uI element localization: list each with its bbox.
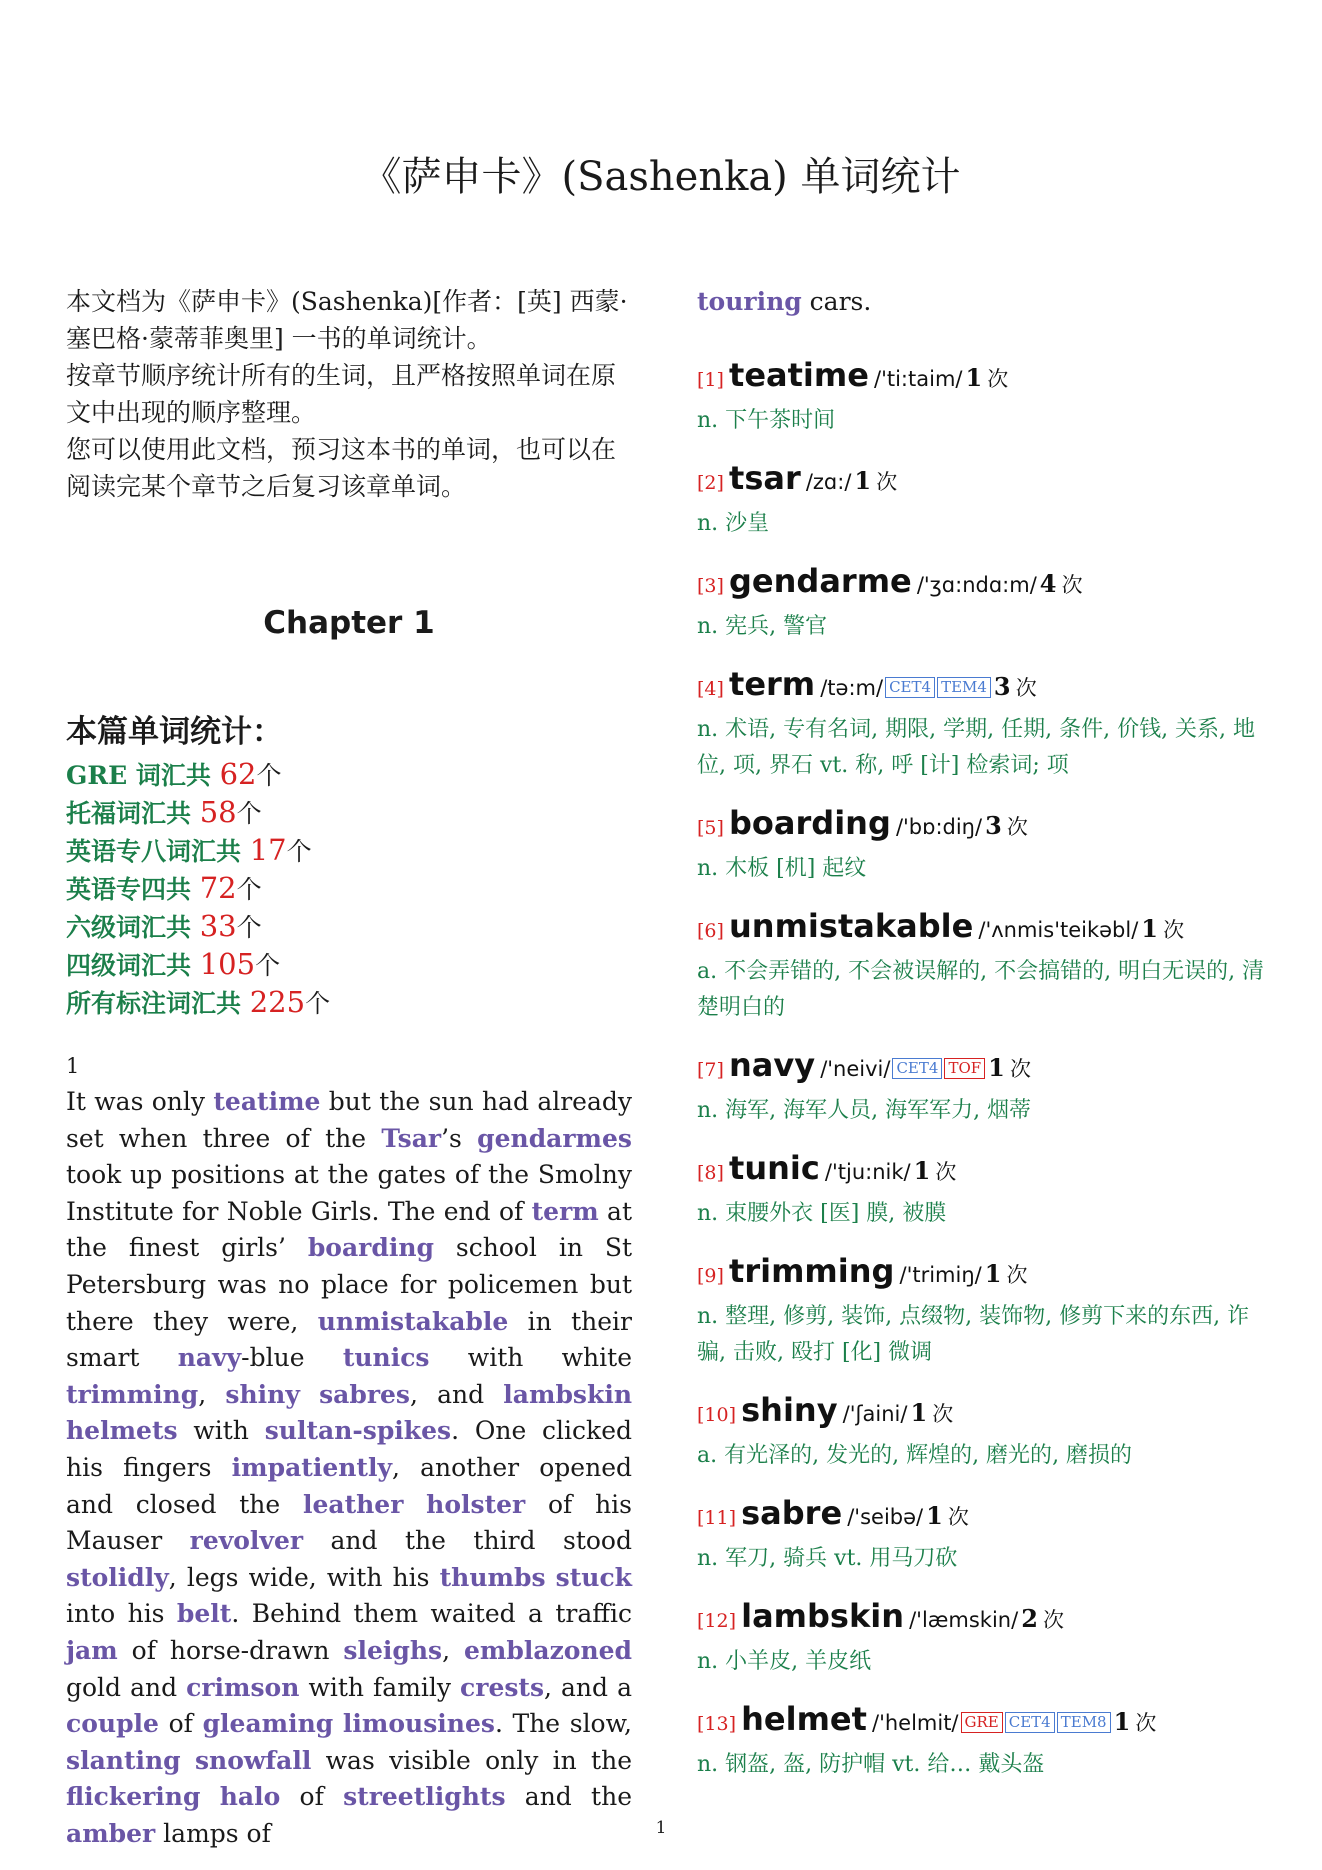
stat-unit: 个 (236, 875, 262, 904)
page-number: 1 (655, 1818, 667, 1838)
count-unit: 次 (1006, 815, 1028, 839)
headword[interactable]: term (729, 665, 816, 703)
headword[interactable]: tunic (729, 1149, 820, 1187)
phonetic: /'ti:taim/ (874, 367, 963, 391)
headword[interactable]: tsar (729, 459, 801, 497)
entry-index: [10] (697, 1404, 737, 1426)
stat-count: 33 (199, 909, 237, 943)
passage-fragment (403, 1490, 426, 1519)
document-title: 《萨申卡》(Sashenka) 单词统计 (361, 154, 961, 200)
vocab-stats (66, 710, 632, 1022)
definition: n. 宪兵, 警官 (697, 614, 828, 639)
passage-fragment: school in St Petersburg was no place for policemen but there they were, (66, 1233, 633, 1336)
definition: n. 小羊皮, 羊皮纸 (697, 1649, 872, 1674)
passage-fragment (181, 1746, 195, 1775)
vocab-word[interactable]: belt (176, 1599, 232, 1629)
occurrence-count: 3 (985, 811, 1002, 840)
vocab-word[interactable]: navy (177, 1343, 242, 1373)
passage-fragment: of (280, 1782, 344, 1812)
level-tag: GRE (961, 1712, 1003, 1733)
passage-fragment: of horse-drawn (117, 1635, 344, 1665)
occurrence-count: 1 (1141, 914, 1158, 943)
headword[interactable]: teatime (729, 356, 869, 394)
phonetic: /'helmit/ (872, 1711, 959, 1735)
vocab-word[interactable]: shiny (225, 1379, 300, 1409)
stat-unit: 个 (236, 913, 262, 942)
phonetic: /'ʃaini/ (842, 1402, 908, 1426)
passage-fragment: was visible only in the (311, 1745, 632, 1775)
headword[interactable]: sabre (741, 1494, 843, 1532)
definition: n. 沙皇 (697, 511, 770, 536)
passage-fragment: , another opened and closed the (66, 1452, 632, 1519)
vocab-word[interactable]: stuck (555, 1562, 632, 1592)
count-unit: 次 (1006, 1263, 1028, 1287)
vocab-word[interactable]: revolver (189, 1526, 304, 1556)
count-unit: 次 (1042, 1608, 1064, 1632)
stat-row (66, 870, 632, 908)
vocab-word[interactable]: tunics (342, 1343, 430, 1373)
count-unit: 次 (1163, 918, 1185, 942)
intro-line: 按章节顺序统计所有的生词，且严格按照单词在原文中出现的顺序整理。 (66, 361, 617, 427)
level-tag: TEM4 (937, 677, 991, 698)
word-entry (697, 1148, 1277, 1232)
intro-line: 本文档为《萨申卡》(Sashenka)[作者：[英] 西蒙·塞巴格·蒙蒂菲奥里] 一书的单词统计。 (66, 287, 628, 353)
definition: n. 整理, 修剪, 装饰, 点缀物, 装饰物, 修剪下来的东西, 诈骗, 击败, 殴打 [化] 微调 (697, 1304, 1250, 1365)
vocab-word[interactable]: snowfall (194, 1745, 312, 1775)
stat-unit: 个 (236, 799, 262, 828)
occurrence-count: 1 (910, 1398, 928, 1427)
passage-fragment (333, 1709, 343, 1738)
stat-row (66, 908, 632, 946)
level-tag: CET4 (885, 677, 935, 698)
passage-fragment: . The slow, (494, 1709, 632, 1739)
vocab-word[interactable]: impatiently (231, 1452, 392, 1482)
entry-index: [11] (697, 1507, 737, 1529)
definition: a. 不会弄错的, 不会被误解的, 不会搞错的, 明白无误的, 清楚明白的 (697, 959, 1265, 1020)
entry-index: [13] (697, 1713, 737, 1735)
count-unit: 次 (1061, 573, 1083, 597)
vocab-word[interactable]: touring (697, 287, 802, 316)
count-unit: 次 (932, 1402, 954, 1426)
intro (66, 283, 632, 505)
headword[interactable]: shiny (741, 1391, 838, 1429)
vocab-word[interactable]: lambskin (503, 1379, 632, 1409)
vocab-word[interactable]: helmets (66, 1416, 178, 1446)
stat-row (66, 984, 632, 1022)
stat-label: 英语专四共 (66, 875, 200, 904)
passage-fragment: gold and (66, 1672, 187, 1702)
headword[interactable]: boarding (729, 804, 891, 842)
occurrence-count: 1 (984, 1259, 1002, 1288)
passage-fragment: , (442, 1635, 465, 1665)
stat-label: 四级词汇共 (66, 951, 200, 980)
vocab-word[interactable]: halo (219, 1782, 281, 1812)
vocab-word[interactable]: gleaming (202, 1709, 334, 1739)
stat-unit: 个 (255, 951, 281, 980)
passage-fragment: with (177, 1416, 265, 1446)
definition: n. 钢盔, 盔, 防护帽 vt. 给… 戴头盔 (697, 1752, 1045, 1777)
phonetic: /'trimiŋ/ (899, 1263, 982, 1287)
vocab-word[interactable]: flickering (66, 1782, 201, 1812)
definition: n. 下午茶时间 (697, 408, 836, 433)
passage-fragment: took up positions at the gates of the Smolny Institute for Noble Girls. The end of (66, 1160, 632, 1226)
phonetic: /'seibə/ (847, 1505, 924, 1529)
stat-label: 六级词汇共 (66, 913, 200, 942)
entry-index: [8] (697, 1162, 724, 1184)
vocab-word[interactable]: leather (302, 1489, 404, 1519)
entry-index: [12] (697, 1610, 737, 1632)
vocab-word[interactable]: crimson (186, 1672, 300, 1702)
passage-fragment: . One clicked his fingers (66, 1416, 632, 1482)
stat-row (66, 794, 632, 832)
phonetic: /zɑ:/ (805, 470, 852, 494)
vocab-word[interactable]: gendarmes (477, 1123, 632, 1153)
occurrence-count: 1 (854, 466, 872, 495)
headword[interactable]: unmistakable (729, 907, 974, 945)
phonetic: /'neivi/ (820, 1057, 891, 1081)
word-entry (697, 1493, 1277, 1577)
headword[interactable]: navy (729, 1046, 816, 1084)
stat-count: 17 (249, 833, 287, 867)
level-tag: TEM8 (1057, 1712, 1111, 1733)
passage-fragment: with white (429, 1343, 632, 1373)
headword[interactable]: lambskin (741, 1597, 904, 1635)
vocab-word[interactable]: unmistakable (317, 1306, 509, 1336)
paragraph-number: 1 (66, 1054, 80, 1078)
passage-text (66, 1084, 632, 1852)
stats-heading: 本篇单词统计： (66, 714, 283, 750)
passage-fragment (546, 1563, 556, 1592)
stat-label: 托福词汇共 (66, 799, 200, 828)
passage-fragment: , and (409, 1379, 504, 1409)
passage-fragment: in their smart (66, 1306, 632, 1373)
carry-over-rest: cars. (801, 287, 872, 316)
occurrence-count: 1 (988, 1053, 1005, 1082)
vocab-word[interactable]: sabres (319, 1379, 410, 1409)
word-entry (697, 355, 1277, 439)
vocab-word[interactable]: crests (460, 1672, 545, 1702)
vocab-word[interactable]: limousines (342, 1709, 495, 1739)
count-unit: 次 (1135, 1711, 1157, 1735)
definition: n. 军刀, 骑兵 vt. 用马刀砍 (697, 1546, 958, 1571)
occurrence-count: 1 (965, 363, 983, 392)
word-entry (697, 1045, 1277, 1129)
word-entry (697, 458, 1277, 542)
vocab-word[interactable]: stolidly (66, 1562, 169, 1592)
passage-fragment (300, 1380, 319, 1409)
word-entry (697, 906, 1277, 1026)
vocab-word[interactable]: boarding (307, 1233, 434, 1263)
vocab-word[interactable]: slanting (66, 1745, 181, 1775)
count-unit: 次 (947, 1505, 969, 1529)
passage-fragment (200, 1782, 219, 1811)
vocab-word[interactable]: emblazoned (464, 1635, 632, 1665)
vocab-word[interactable]: term (531, 1196, 599, 1226)
word-entry (697, 1699, 1277, 1783)
level-tag: CET4 (1005, 1712, 1055, 1733)
headword[interactable]: gendarme (729, 562, 912, 600)
occurrence-count: 3 (993, 672, 1011, 701)
vocab-word[interactable]: trimming (66, 1379, 199, 1409)
passage-fragment: into his (66, 1599, 177, 1629)
phonetic: /'læmskin/ (909, 1608, 1019, 1632)
vocab-word[interactable]: streetlights (343, 1782, 506, 1812)
stat-count: 225 (249, 985, 306, 1019)
stat-label: 英语专八词汇共 (66, 837, 250, 866)
passage-fragment: It was only (66, 1087, 214, 1116)
passage-fragment: but the sun had already set when three of the (66, 1087, 632, 1153)
word-entry (697, 803, 1277, 887)
passage-fragment: and the third stood (303, 1526, 632, 1556)
phonetic: /'ʒɑ:ndɑ:m/ (916, 573, 1037, 597)
word-entry (697, 561, 1277, 645)
definition: n. 术语, 专有名词, 期限, 学期, 任期, 条件, 价钱, 关系, 地位, 项, 界石 vt. 称, 呼 [计] 检索词; 项 (697, 717, 1256, 778)
phonetic: /'ʌnmis'teikəbl/ (978, 918, 1139, 942)
count-unit: 次 (935, 1160, 957, 1184)
entry-index: [4] (697, 678, 724, 700)
vocab-word[interactable]: jam (66, 1635, 118, 1665)
stat-label: 所有标注词汇共 (66, 989, 250, 1018)
carry-over-text (697, 283, 1267, 320)
stat-unit: 个 (286, 837, 312, 866)
vocab-word[interactable]: sultan-spikes (264, 1416, 452, 1446)
vocab-word[interactable]: sleighs (343, 1635, 443, 1665)
headword[interactable]: helmet (741, 1700, 867, 1738)
count-unit: 次 (1009, 1057, 1031, 1081)
passage-fragment: and the (505, 1782, 632, 1812)
stat-count: 62 (219, 757, 257, 791)
passage-fragment: -blue (241, 1343, 343, 1373)
occurrence-count: 1 (913, 1156, 931, 1185)
passage-fragment: of his Mauser (66, 1489, 633, 1556)
passage-fragment: , and a (544, 1672, 632, 1702)
intro-line: 您可以使用此文档，预习这本书的单词，也可以在阅读完某个章节之后复习该章单词。 (66, 435, 617, 501)
word-entry (697, 1251, 1277, 1371)
definition: n. 木板 [机] 起纹 (697, 856, 867, 881)
entry-index: [3] (697, 575, 724, 597)
stat-row (66, 832, 632, 870)
definition: a. 有光泽的, 发光的, 辉煌的, 磨光的, 磨损的 (697, 1443, 1133, 1468)
stat-count: 58 (199, 795, 237, 829)
level-tag: CET4 (892, 1058, 942, 1079)
passage-fragment: ’s (441, 1123, 478, 1153)
phonetic: /'bɒ:diŋ/ (895, 815, 983, 839)
passage-fragment: . Behind them waited a traffic (231, 1599, 633, 1629)
vocab-word[interactable]: thumbs (439, 1562, 546, 1592)
stat-row (66, 946, 632, 984)
passage-fragment: lamps of (155, 1818, 271, 1848)
phonetic: /tə:m/ (820, 676, 884, 700)
word-entry (697, 664, 1277, 784)
level-tag: TOF (944, 1058, 985, 1079)
entry-index: [6] (697, 920, 724, 942)
occurrence-count: 4 (1039, 569, 1057, 598)
stat-count: 105 (199, 947, 256, 981)
passage-fragment: , (198, 1379, 226, 1409)
vocab-word[interactable]: Tsar (381, 1123, 442, 1153)
vocab-word[interactable]: couple (66, 1709, 159, 1739)
definition: n. 束腰外衣 [医] 膜, 被膜 (697, 1201, 947, 1226)
count-unit: 次 (1015, 676, 1037, 700)
stat-unit: 个 (256, 761, 282, 790)
passage-fragment: , legs wide, with his (168, 1562, 440, 1592)
vocab-word[interactable]: holster (426, 1489, 526, 1519)
passage-fragment: at the finest girls’ (66, 1196, 632, 1263)
stat-unit: 个 (305, 989, 331, 1018)
stat-count: 72 (199, 871, 237, 905)
headword[interactable]: trimming (729, 1252, 895, 1290)
chapter-title: Chapter 1 (263, 605, 435, 641)
entry-index: [5] (697, 817, 724, 839)
occurrence-count: 1 (926, 1501, 943, 1530)
phonetic: /'tju:nik/ (824, 1160, 911, 1184)
entry-index: [7] (697, 1059, 724, 1081)
entry-index: [1] (697, 369, 724, 391)
passage (66, 1050, 632, 1852)
count-unit: 次 (987, 367, 1009, 391)
stat-row (66, 756, 632, 794)
word-entry (697, 1596, 1277, 1680)
word-entry (697, 1390, 1277, 1474)
passage-fragment: with family (299, 1672, 461, 1702)
definition: n. 海军, 海军人员, 海军军力, 烟蒂 (697, 1098, 1032, 1123)
count-unit: 次 (876, 470, 898, 494)
occurrence-count: 2 (1021, 1604, 1038, 1633)
vocab-word[interactable]: amber (66, 1818, 156, 1848)
occurrence-count: 1 (1113, 1707, 1131, 1736)
entry-index: [9] (697, 1265, 724, 1287)
vocab-word[interactable]: teatime (213, 1087, 321, 1116)
passage-fragment: of (158, 1709, 203, 1739)
entry-index: [2] (697, 472, 724, 494)
stat-label: GRE 词汇共 (66, 761, 220, 790)
